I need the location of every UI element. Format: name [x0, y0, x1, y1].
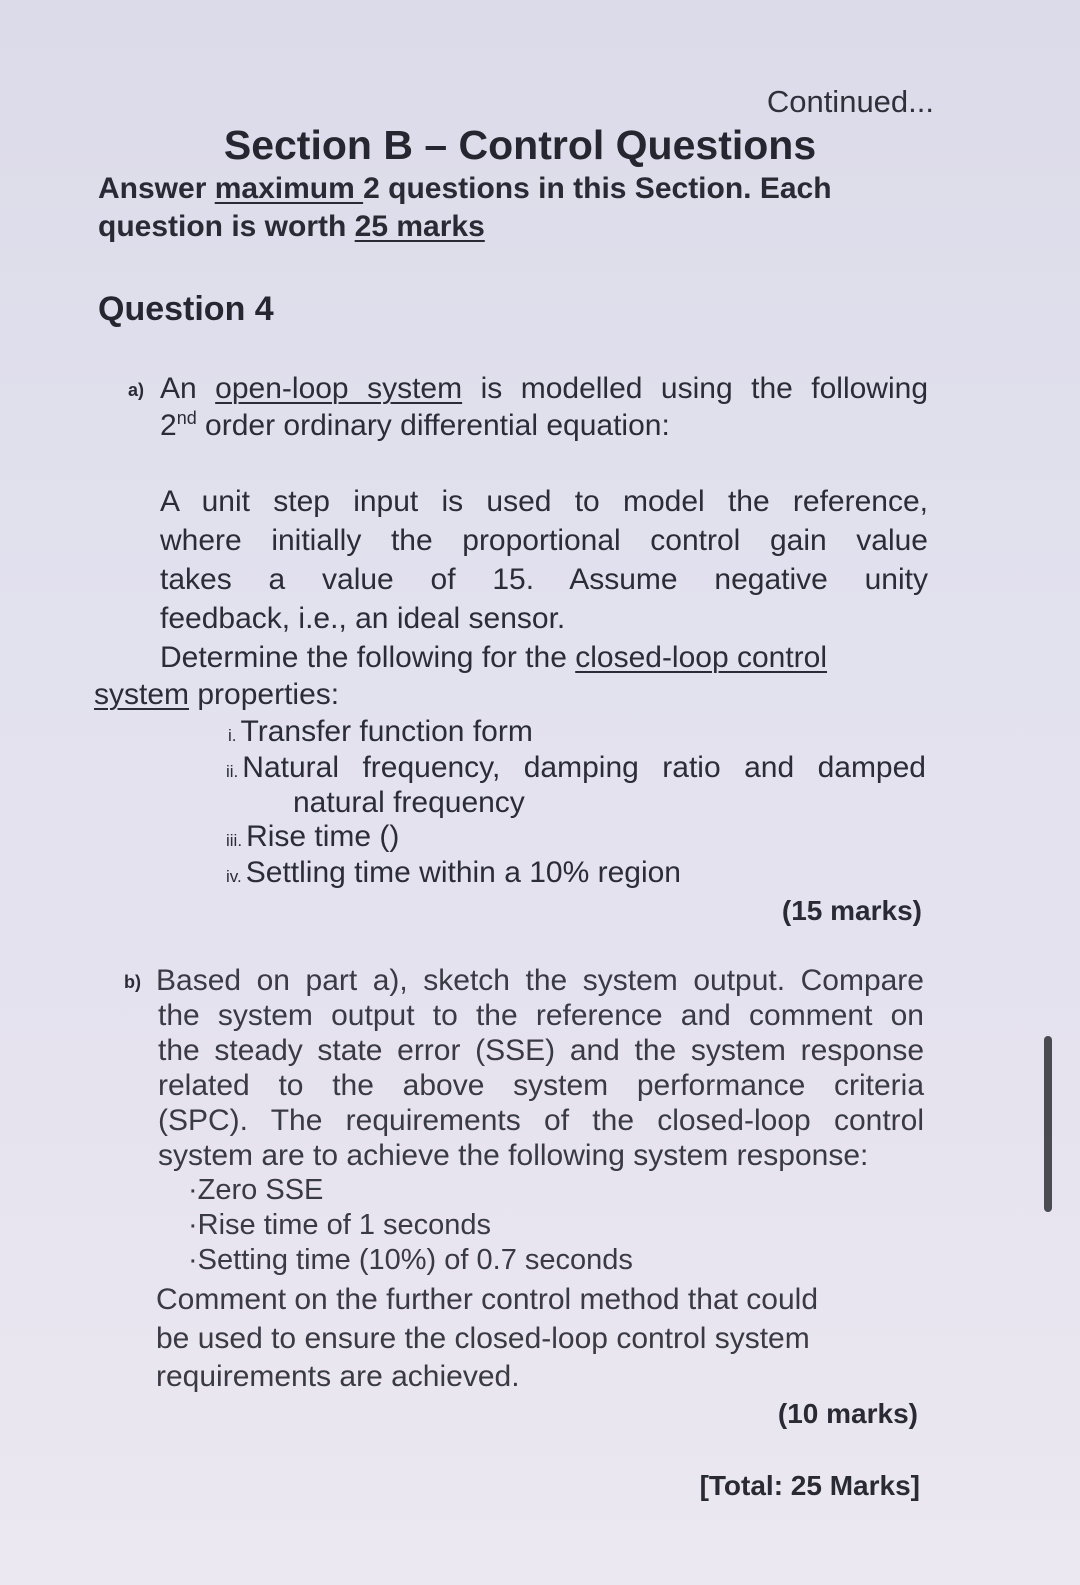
part-b-line-3: the steady state error (SSE) and the system response [158, 1034, 924, 1067]
instruction-emphasis: 25 marks [354, 210, 485, 243]
continued-label: Continued... [766, 84, 934, 119]
total-marks: [Total: 25 Marks] [699, 1470, 920, 1501]
list-item-number: ii. [226, 762, 239, 781]
part-a-para-line-1: A unit step input is used to model the reference, [160, 485, 928, 518]
part-b-line-6: system are to achieve the following system response: [158, 1139, 869, 1172]
list-item-number: iv. [226, 867, 242, 886]
part-a-para-line-4: feedback, i.e., an ideal sensor. [160, 602, 566, 635]
system-text: properties: [189, 678, 340, 711]
bullet-text: Zero SSE [197, 1174, 324, 1206]
part-a-text: An [160, 372, 216, 405]
part-a-marker: a) [128, 380, 145, 400]
system-emphasis: system [94, 678, 190, 711]
order-superscript: nd [176, 408, 197, 428]
part-a-line-1 [160, 372, 928, 406]
bullet-text: Setting time (10%) of 0.7 seconds [197, 1244, 633, 1276]
list-item-number: i. [228, 726, 237, 745]
part-b-line-2: the system output to the reference and comment on [158, 999, 924, 1032]
determine-line [160, 641, 827, 675]
bullet-item [188, 1174, 323, 1207]
part-a-text: is modelled using the following [462, 372, 929, 405]
bullet-item [188, 1244, 633, 1277]
part-a-para-line-3: takes a value of 15. Assume negative unity [160, 563, 928, 596]
instruction-line-2 [98, 210, 485, 244]
comment-line-1: Comment on the further control method that could [156, 1283, 819, 1316]
instruction-text: 2 questions in this Section. Each [363, 172, 832, 205]
part-b-line-4: related to the above system performance criteria [158, 1069, 924, 1102]
part-b-marker: b) [124, 972, 141, 992]
bullet-dot-icon: · [188, 1174, 198, 1206]
list-item [226, 820, 399, 854]
bullet-dot-icon: · [188, 1209, 198, 1241]
part-b-marks: (10 marks) [777, 1398, 918, 1429]
part-b-line-1: Based on part a), sketch the system output. Compare [156, 964, 924, 997]
list-item-number: iii. [226, 831, 243, 850]
list-item-text: Natural frequency, damping ratio and damped [242, 751, 926, 784]
list-item [226, 751, 926, 785]
system-line [94, 678, 339, 712]
bullet-dot-icon: · [188, 1244, 198, 1276]
determine-text: Determine the following for the [160, 641, 576, 674]
open-loop-emphasis: open-loop system [215, 372, 463, 405]
instruction-emphasis: maximum [214, 172, 364, 205]
comment-line-3: requirements are achieved. [156, 1360, 520, 1393]
list-item-text: Transfer function form [240, 715, 533, 748]
part-a-line-2 [160, 408, 670, 443]
bullet-item [188, 1209, 491, 1242]
closed-loop-emphasis: closed-loop control [575, 641, 828, 674]
instruction-text: Answer [98, 172, 215, 205]
list-item [228, 715, 533, 749]
instruction-line-1 [98, 172, 832, 206]
part-b-line-5: (SPC). The requirements of the closed-loop control [158, 1104, 924, 1137]
part-a-text: order ordinary differential equation: [196, 409, 670, 442]
section-title: Section B – Control Questions [223, 122, 817, 168]
comment-line-2: be used to ensure the closed-loop control system [156, 1322, 810, 1355]
instruction-text: question is worth [98, 210, 355, 243]
list-item [226, 856, 681, 890]
part-a-para-line-2: where initially the proportional control gain value [160, 524, 928, 557]
bullet-text: Rise time of 1 seconds [197, 1209, 492, 1241]
part-a-marks: (15 marks) [781, 895, 922, 926]
scrollbar[interactable] [1044, 1036, 1052, 1212]
question-title: Question 4 [98, 290, 274, 328]
list-item-continuation: natural frequency [293, 786, 525, 819]
order-number: 2 [160, 409, 177, 442]
list-item-text: Settling time within a 10% region [245, 856, 681, 889]
list-item-text: Rise time () [246, 820, 400, 853]
